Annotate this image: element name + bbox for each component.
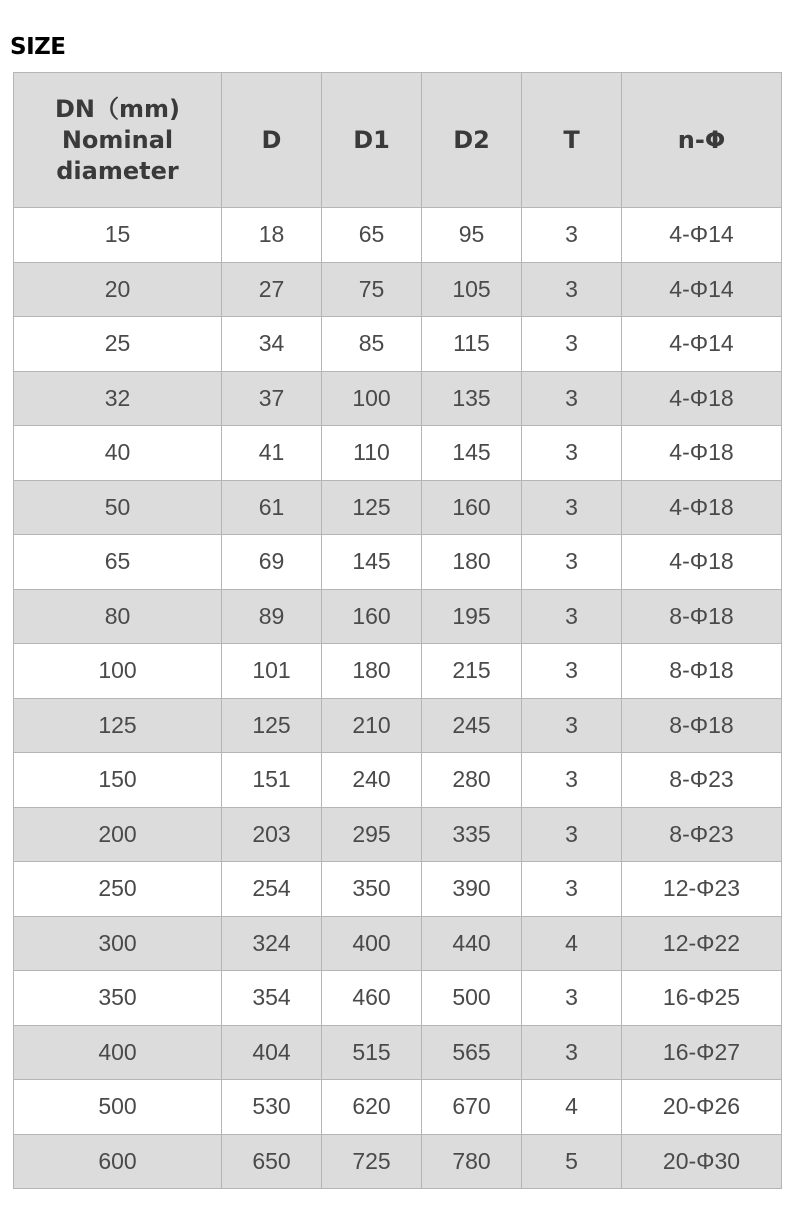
cell-dn: 100: [14, 644, 222, 699]
cell-d2: 335: [422, 807, 522, 862]
table-row: [14, 371, 782, 426]
header-d2: [422, 73, 522, 208]
cell-d1: 295: [322, 807, 422, 862]
table-row: [14, 535, 782, 590]
cell-d2: 390: [422, 862, 522, 917]
cell-n-phi: 4-Φ14: [622, 208, 782, 263]
table-row: [14, 644, 782, 699]
cell-n-phi: 12-Φ22: [622, 916, 782, 971]
cell-d1: 145: [322, 535, 422, 590]
cell-d2: 180: [422, 535, 522, 590]
table-header: [14, 73, 782, 208]
cell-dn: 600: [14, 1134, 222, 1189]
cell-t: 3: [522, 589, 622, 644]
cell-d2: 500: [422, 971, 522, 1026]
cell-t: 3: [522, 753, 622, 808]
table-row: [14, 698, 782, 753]
cell-d1: 620: [322, 1080, 422, 1135]
table-row: [14, 1080, 782, 1135]
cell-d: 354: [222, 971, 322, 1026]
cell-t: 4: [522, 916, 622, 971]
cell-dn: 25: [14, 317, 222, 372]
table-row: [14, 916, 782, 971]
cell-dn: 200: [14, 807, 222, 862]
cell-d1: 65: [322, 208, 422, 263]
cell-d1: 240: [322, 753, 422, 808]
cell-t: 3: [522, 644, 622, 699]
cell-dn: 65: [14, 535, 222, 590]
cell-n-phi: 4-Φ18: [622, 426, 782, 481]
cell-n-phi: 12-Φ23: [622, 862, 782, 917]
header-text-line: D1: [353, 125, 390, 154]
cell-d2: 215: [422, 644, 522, 699]
cell-d2: 105: [422, 262, 522, 317]
cell-d2: 245: [422, 698, 522, 753]
header-text-line: DN（mm): [55, 94, 180, 123]
cell-n-phi: 4-Φ14: [622, 317, 782, 372]
cell-d: 101: [222, 644, 322, 699]
cell-t: 3: [522, 208, 622, 263]
cell-dn: 400: [14, 1025, 222, 1080]
table-row: [14, 971, 782, 1026]
table-body: [14, 208, 782, 1189]
cell-d2: 670: [422, 1080, 522, 1135]
cell-n-phi: 4-Φ14: [622, 262, 782, 317]
cell-d2: 280: [422, 753, 522, 808]
cell-d: 125: [222, 698, 322, 753]
cell-t: 3: [522, 317, 622, 372]
header-d: [222, 73, 322, 208]
cell-d1: 110: [322, 426, 422, 481]
cell-d1: 100: [322, 371, 422, 426]
table-row: [14, 1025, 782, 1080]
table-row: [14, 807, 782, 862]
cell-t: 3: [522, 480, 622, 535]
cell-d2: 135: [422, 371, 522, 426]
cell-t: 4: [522, 1080, 622, 1135]
cell-t: 3: [522, 371, 622, 426]
cell-t: 3: [522, 426, 622, 481]
cell-d1: 400: [322, 916, 422, 971]
header-row: [14, 73, 782, 208]
table-row: [14, 1134, 782, 1189]
header-text-line: D2: [453, 125, 490, 154]
cell-dn: 50: [14, 480, 222, 535]
header-t: [522, 73, 622, 208]
cell-n-phi: 8-Φ23: [622, 753, 782, 808]
header-n-phi: [622, 73, 782, 208]
cell-d: 151: [222, 753, 322, 808]
cell-dn: 15: [14, 208, 222, 263]
table-row: [14, 753, 782, 808]
cell-n-phi: 8-Φ23: [622, 807, 782, 862]
cell-d: 69: [222, 535, 322, 590]
header-text-line: diameter: [56, 156, 179, 185]
cell-d: 37: [222, 371, 322, 426]
cell-t: 3: [522, 698, 622, 753]
cell-d2: 95: [422, 208, 522, 263]
cell-d: 34: [222, 317, 322, 372]
cell-d2: 780: [422, 1134, 522, 1189]
cell-d1: 515: [322, 1025, 422, 1080]
table-row: [14, 426, 782, 481]
cell-n-phi: 8-Φ18: [622, 644, 782, 699]
cell-d: 650: [222, 1134, 322, 1189]
cell-n-phi: 4-Φ18: [622, 371, 782, 426]
cell-d1: 125: [322, 480, 422, 535]
cell-n-phi: 16-Φ27: [622, 1025, 782, 1080]
cell-dn: 350: [14, 971, 222, 1026]
cell-dn: 300: [14, 916, 222, 971]
header-d1: [322, 73, 422, 208]
cell-n-phi: 8-Φ18: [622, 589, 782, 644]
cell-dn: 20: [14, 262, 222, 317]
header-text-line: T: [563, 125, 580, 154]
cell-d: 324: [222, 916, 322, 971]
cell-dn: 250: [14, 862, 222, 917]
cell-t: 3: [522, 807, 622, 862]
cell-dn: 80: [14, 589, 222, 644]
header-text-line: n-Φ: [677, 125, 726, 154]
cell-d: 530: [222, 1080, 322, 1135]
cell-d: 18: [222, 208, 322, 263]
cell-n-phi: 20-Φ26: [622, 1080, 782, 1135]
cell-dn: 40: [14, 426, 222, 481]
cell-d: 404: [222, 1025, 322, 1080]
cell-d1: 85: [322, 317, 422, 372]
cell-t: 5: [522, 1134, 622, 1189]
page-title: SIZE: [10, 34, 66, 60]
cell-t: 3: [522, 1025, 622, 1080]
size-table: [13, 72, 782, 1189]
cell-dn: 125: [14, 698, 222, 753]
table-row: [14, 208, 782, 263]
cell-d1: 180: [322, 644, 422, 699]
cell-d2: 195: [422, 589, 522, 644]
cell-dn: 150: [14, 753, 222, 808]
cell-t: 3: [522, 535, 622, 590]
cell-dn: 32: [14, 371, 222, 426]
cell-d2: 440: [422, 916, 522, 971]
cell-n-phi: 8-Φ18: [622, 698, 782, 753]
cell-dn: 500: [14, 1080, 222, 1135]
cell-d2: 145: [422, 426, 522, 481]
cell-n-phi: 20-Φ30: [622, 1134, 782, 1189]
cell-t: 3: [522, 262, 622, 317]
cell-d1: 210: [322, 698, 422, 753]
cell-d: 203: [222, 807, 322, 862]
header-dn-nominal-diameter: [14, 73, 222, 208]
header-text-line: Nominal: [61, 125, 174, 154]
cell-d: 27: [222, 262, 322, 317]
cell-d: 89: [222, 589, 322, 644]
cell-t: 3: [522, 862, 622, 917]
header-text-line: D: [261, 125, 282, 154]
table-row: [14, 862, 782, 917]
cell-d1: 160: [322, 589, 422, 644]
table-row: [14, 262, 782, 317]
cell-d2: 160: [422, 480, 522, 535]
cell-d2: 565: [422, 1025, 522, 1080]
cell-d1: 460: [322, 971, 422, 1026]
cell-n-phi: 4-Φ18: [622, 535, 782, 590]
cell-d1: 725: [322, 1134, 422, 1189]
cell-n-phi: 16-Φ25: [622, 971, 782, 1026]
cell-d: 61: [222, 480, 322, 535]
cell-d: 41: [222, 426, 322, 481]
cell-d2: 115: [422, 317, 522, 372]
table-row: [14, 589, 782, 644]
table-row: [14, 480, 782, 535]
cell-d: 254: [222, 862, 322, 917]
cell-n-phi: 4-Φ18: [622, 480, 782, 535]
cell-t: 3: [522, 971, 622, 1026]
cell-d1: 350: [322, 862, 422, 917]
table-row: [14, 317, 782, 372]
cell-d1: 75: [322, 262, 422, 317]
